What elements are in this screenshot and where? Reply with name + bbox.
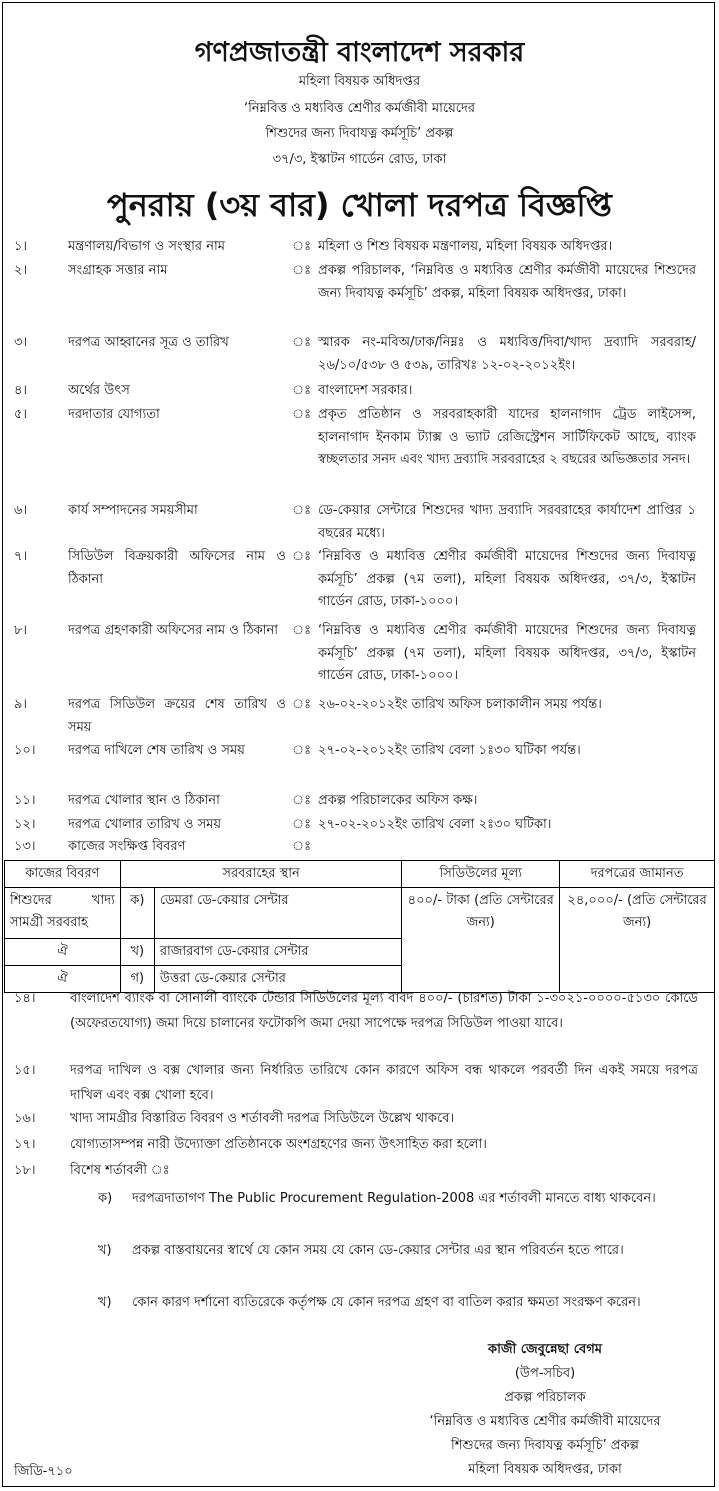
term-text: দরপত্রদাতাগণ The Public Procurement Regulation-2008 এর শর্তাবলী মানতে বাধ্য থাকবেন।	[132, 1191, 656, 1206]
item-number: ৩।	[14, 335, 28, 350]
mark-cell: ক)	[120, 888, 154, 939]
item-value: ২৭-০২-২০১২ইং তারিখ বেলা ২ঃ৩০ ঘটিকা।	[318, 817, 552, 832]
item-colon: ঃ	[292, 817, 312, 832]
clause-text: যোগ্যতাসম্পন্ন নারী উদ্যোক্তা প্রতিষ্ঠানকে অংশগ্রহণের জন্য উৎসাহিত করা হলো।	[70, 1137, 487, 1152]
clause-text: বাংলাদেশ ব্যাংক বা সোনালী ব্যাংকে টেন্ডার সিডিউলের মূল্য বাবদ ৪০০/- (চারশত) টাকা ১-৩০২১-০০০০-৫১৩০ কোডে (অফেরতযোগ্য) জমা দিয়ে চালানের ফটোকপি জমা দেয়া সাপেক্ষে দরপত্র সিডিউল পাওয়া যাবে।	[70, 991, 698, 1031]
place-cell: রাজারবাগ ডে-কেয়ার সেন্টার	[154, 939, 402, 966]
column-header: সিডিউলের মূল্য	[402, 861, 560, 888]
price-cell: ৪০০/- টাকা (প্রতি সেন্টারের জন্য)	[402, 888, 560, 993]
place-cell: উত্তরা ডে-কেয়ার সেন্টার	[154, 966, 402, 993]
item-label: দরপত্র খোলার তারিখ ও সময়	[68, 817, 222, 832]
item-value: ‘নিম্নবিত্ত ও মধ্যবিত্ত শ্রেণীর কর্মজীবী মায়েদের শিশুদের জন্য দিবাযত্ন কর্মসূচি’ প্রকল্প (৭ম তলা), মহিলা বিষয়ক অধিদপ্তর, ৩৭/৩, ইস্কাটন গার্ডেন রোড, ঢাকা-১০০০।	[318, 623, 696, 683]
item-label: সিডিউল বিক্রয়কারী অফিসের নাম ও ঠিকানা	[68, 549, 286, 587]
item-colon: ঃ	[292, 743, 312, 758]
item-label: কাজের সংক্ষিপ্ত বিবরণ	[68, 839, 186, 854]
project-name-line2: শিশুদের জন্য দিবাযত্ন কর্মসূচি’ প্রকল্প	[265, 126, 454, 141]
signatory-project-line2: শিশুদের জন্য দিবাযত্ন কর্মসূচি’ প্রকল্প	[451, 1438, 639, 1453]
item-value: প্রকৃত প্রতিষ্ঠান ও সরবরাহকারী যাদের হালনাগাদ ট্রেড লাইসেন্স, হালনাগাদ ইনকাম ট্যাক্স ও ভ্যাট রেজিস্ট্রেশন সার্টিফিকেট আছে, ব্যাংক স্বচ্ছলতার সনদ এবং খাদ্য দ্রব্যাদি সরবরাহের ২ বছরের অভিজ্ঞতার সনদ।	[318, 407, 696, 467]
item-value: ২৭-০২-২০১২ইং তারিখ বেলা ১ঃ৩০ ঘটিকা পর্যন্ত।	[318, 743, 581, 758]
clause-number: ১৮।	[14, 1163, 36, 1178]
item-value: ডে-কেয়ার সেন্টারে শিশুদের খাদ্য দ্রব্যাদি সরবরাহের কার্যাদেশ প্রাপ্তির ১ বছরের মধ্যে।	[318, 503, 696, 541]
item-colon: ঃ	[292, 263, 312, 278]
item-number: ৯।	[14, 697, 28, 712]
item-label: দরদাতার যোগ্যতা	[68, 407, 160, 422]
item-label: দরপত্র দাখিলে শেষ তারিখ ও সময়	[68, 743, 245, 758]
gd-code: জিডি-৭১০	[14, 1464, 73, 1479]
item-colon: ঃ	[292, 383, 312, 398]
column-header: সরবরাহের স্থান	[120, 861, 402, 888]
column-header: দরপত্রের জামানত	[560, 861, 715, 888]
signatory-rank: (উপ-সচিব)	[514, 1366, 576, 1381]
item-number: ১৩।	[14, 839, 36, 854]
signatory-name: কাজী জেবুন্নেছা বেগম	[488, 1342, 602, 1357]
signatory-office: মহিলা বিষয়ক অধিদপ্তর, ঢাকা	[468, 1462, 622, 1477]
item-number: ৬।	[14, 503, 28, 518]
office-address: ৩৭/৩, ইস্কাটন গার্ডেন রোড, ঢাকা	[272, 152, 447, 167]
item-value: প্রকল্প পরিচালক, ‘নিম্নবিত্ত ও মধ্যবিত্ত শ্রেণীর কর্মজীবী মায়েদের শিশুদের জন্য দিবাযত্ন কর্মসূচি’ প্রকল্প, মহিলা বিষয়ক অধিদপ্তর, ঢাকা।	[318, 263, 696, 301]
term-text: প্রকল্প বাস্তবায়নের স্বার্থে যে কোন সময় যে কোন ডে-কেয়ার সেন্টার এর স্থান পরিবর্তন হতে পারে।	[132, 1243, 624, 1258]
work-cell: শিশুদের খাদ্য সামগ্রী সরবরাহ	[5, 888, 121, 939]
clause-text: বিশেষ শর্তাবলী ঃ	[70, 1163, 170, 1178]
term-mark: খ)	[98, 1243, 112, 1258]
clause-text: দরপত্র দাখিল ও বক্স খোলার জন্য নির্ধারিত তারিখে কোন কারণে অফিস বন্ধ থাকলে পরবর্তী দিন একই সময়ে দরপত্র দাখিল এবং বক্স খোলা হবে।	[70, 1063, 698, 1103]
item-number: ১১।	[14, 793, 36, 808]
clause-text: খাদ্য সামগ্রীর বিস্তারিত বিবরণ ও শর্তাবলী দরপত্র সিডিউলে উল্লেখ থাকবে।	[70, 1111, 455, 1126]
clause-number: ১৭।	[14, 1137, 36, 1152]
item-number: ৭।	[14, 549, 28, 564]
work-cell: ঐ	[5, 939, 121, 966]
table-header-row	[5, 861, 715, 888]
item-label: সংগ্রাহক সত্তার নাম	[68, 263, 168, 278]
department-name: মহিলা বিষয়ক অধিদপ্তর	[298, 74, 421, 89]
mark-cell: খ)	[120, 939, 154, 966]
item-number: ৫।	[14, 407, 28, 422]
item-number: ১।	[14, 239, 28, 254]
item-colon: ঃ	[292, 793, 312, 808]
item-value: প্রকল্প পরিচালকের অফিস কক্ষ।	[318, 793, 478, 808]
item-colon: ঃ	[292, 839, 312, 854]
schedule-table	[4, 860, 715, 993]
notice-title: পুনরায় (৩য় বার) খোলা দরপত্র বিজ্ঞপ্তি	[107, 186, 612, 224]
item-number: ১২।	[14, 817, 36, 832]
signatory-title: প্রকল্প পরিচালক	[504, 1390, 586, 1405]
item-number: ৪।	[14, 383, 28, 398]
item-label: অর্থের উৎস	[68, 383, 130, 398]
item-number: ২।	[14, 263, 28, 278]
mark-cell: গ)	[120, 966, 154, 993]
deposit-cell: ২৪,০০০/- (প্রতি সেন্টারের জন্য)	[560, 888, 715, 993]
item-label: মন্ত্রণালয়/বিভাগ ও সংস্থার নাম	[68, 239, 225, 254]
item-value: মহিলা ও শিশু বিষয়ক মন্ত্রণালয়, মহিলা বিষয়ক অধিদপ্তর।	[318, 239, 613, 254]
item-label: কার্য সম্পাদনের সময়সীমা	[68, 503, 198, 518]
item-value: বাংলাদেশ সরকার।	[318, 383, 413, 398]
item-colon: ঃ	[292, 697, 312, 712]
item-label: দরপত্র আহ্বানের সূত্র ও তারিখ	[68, 335, 229, 350]
item-number: ৮।	[14, 623, 28, 638]
clause-number: ১৪।	[14, 991, 36, 1006]
government-title: গণপ্রজাতন্ত্রী বাংলাদেশ সরকার	[194, 37, 525, 68]
item-colon: ঃ	[292, 407, 312, 422]
item-colon: ঃ	[292, 335, 312, 350]
item-colon: ঃ	[292, 549, 312, 564]
clause-number: ১৫।	[14, 1063, 36, 1078]
item-colon: ঃ	[292, 503, 312, 518]
place-cell: ডেমরা ডে-কেয়ার সেন্টার	[154, 888, 402, 939]
item-value: ‘নিম্নবিত্ত ও মধ্যবিত্ত শ্রেণীর কর্মজীবী মায়েদের শিশুদের জন্য দিবাযত্ন কর্মসূচি’ প্রকল্প (৭ম তলা), মহিলা বিষয়ক অধিদপ্তর, ৩৭/৩, ইস্কাটন গার্ডেন রোড, ঢাকা-১০০০।	[318, 549, 696, 609]
item-label: দরপত্র গ্রহণকারী অফিসের নাম ও ঠিকানা	[68, 623, 278, 638]
term-mark: খ)	[98, 1295, 112, 1310]
item-colon: ঃ	[292, 623, 312, 638]
term-mark: ক)	[98, 1191, 113, 1206]
signatory-project-line1: ‘নিম্নবিত্ত ও মধ্যবিত্ত শ্রেণীর কর্মজীবী মায়েদের	[429, 1414, 661, 1429]
term-text: কোন কারণ দর্শানো ব্যতিরেকে কর্তৃপক্ষ যে কোন দরপত্র গ্রহণ বা বাতিল করার ক্ষমতা সংরক্ষণ করেন।	[132, 1295, 641, 1310]
item-colon: ঃ	[292, 239, 312, 254]
table-row	[5, 888, 715, 939]
item-number: ১০।	[14, 743, 36, 758]
project-name-line1: ‘নিম্নবিত্ত ও মধ্যবিত্ত শ্রেণীর কর্মজীবী মায়েদের	[244, 101, 475, 116]
work-cell: ঐ	[5, 966, 121, 993]
item-value: ২৬-০২-২০১২ইং তারিখ অফিস চলাকালীন সময় পর্যন্ত।	[318, 697, 602, 712]
clause-number: ১৬।	[14, 1111, 36, 1126]
item-label: দরপত্র খোলার স্থান ও ঠিকানা	[68, 793, 220, 808]
item-label: দরপত্র সিডিউল ক্রয়ের শেষ তারিখ ও সময়	[68, 697, 286, 735]
column-header: কাজের বিবরণ	[5, 861, 121, 888]
item-value: স্মারক নং-মবিঅ/ঢাক/নিম্নঃ ও মধ্যবিত্ত/দিবা/খাদ্য দ্রব্যাদি সরবরাহ/২৬/১০/৫৩৮ ও ৫৩৯, তারিখঃ ১২-০২-২০১২ইং।	[318, 335, 696, 373]
